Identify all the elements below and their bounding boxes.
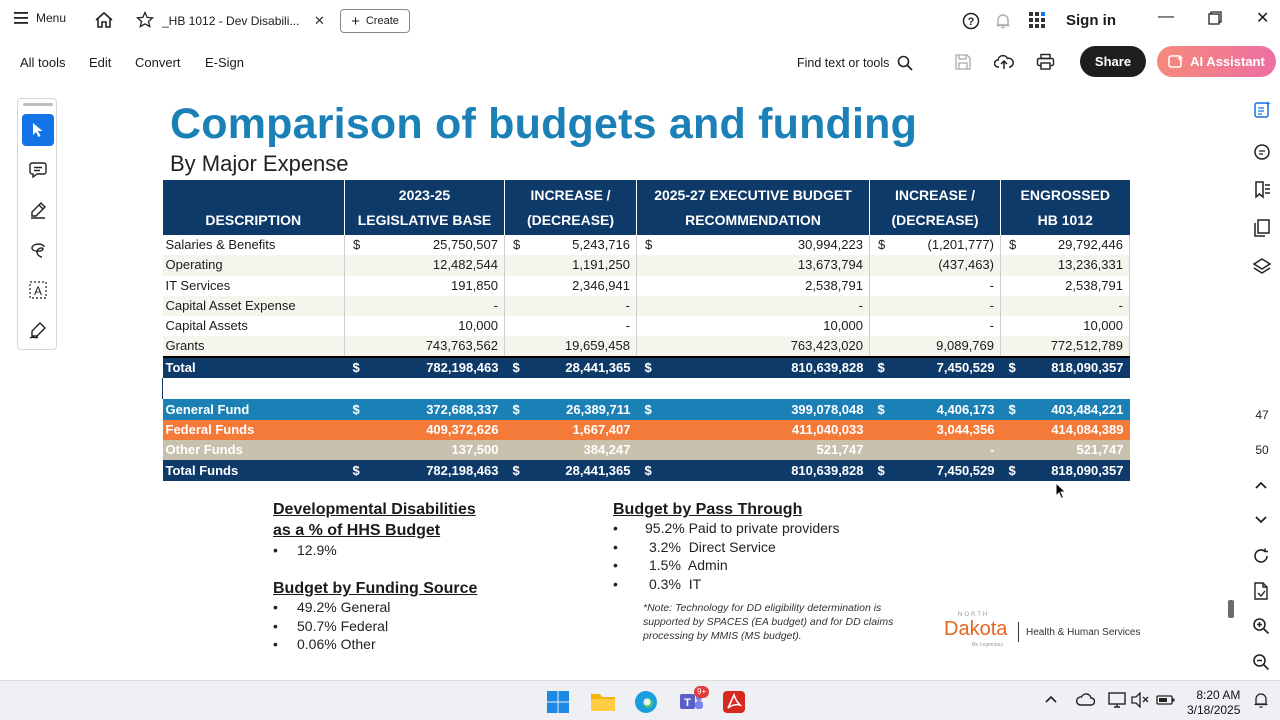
svg-text:?: ? xyxy=(967,16,975,28)
comments-panel-icon[interactable] xyxy=(1252,142,1272,167)
table-cell xyxy=(505,235,637,255)
cell-value: 782,198,463 xyxy=(426,360,499,376)
clock-date: 3/18/2025 xyxy=(1187,703,1241,717)
table-cell xyxy=(1001,276,1130,296)
mouse-cursor-icon xyxy=(1055,482,1067,500)
table-cell xyxy=(505,255,637,275)
ai-sparkle-icon xyxy=(1168,54,1184,70)
cell-value: 521,747 xyxy=(1076,442,1124,458)
sign-pen-icon[interactable] xyxy=(22,314,54,346)
cell-value: 10,000 xyxy=(458,318,498,334)
cell-value: - xyxy=(493,298,498,314)
table-cell xyxy=(345,276,505,296)
ai-assistant-label: AI Assistant xyxy=(1190,54,1265,69)
row-label: Capital Asset Expense xyxy=(163,296,345,316)
cell-value: 28,441,365 xyxy=(565,462,631,478)
notification-icon[interactable] xyxy=(1253,691,1269,714)
logo-divider xyxy=(1018,622,1019,642)
ai-summary-icon[interactable] xyxy=(1252,100,1272,125)
table-cell xyxy=(1001,420,1130,440)
rotate-refresh-icon[interactable] xyxy=(1252,547,1270,570)
table-row xyxy=(163,316,1130,336)
cell-value: 372,688,337 xyxy=(426,401,499,417)
cell-value: 810,639,828 xyxy=(791,462,864,478)
logo-tagline: Be Legendary xyxy=(972,642,1004,648)
total-pages: 50 xyxy=(1255,443,1269,457)
row-label: Total xyxy=(163,357,345,378)
table-cell xyxy=(637,440,870,460)
cell-value: - xyxy=(625,318,630,334)
comment-icon[interactable] xyxy=(22,154,54,186)
svg-text:T: T xyxy=(684,697,691,709)
row-label: Federal Funds xyxy=(163,420,345,440)
cell-value: 13,236,331 xyxy=(1057,257,1123,273)
row-label: Total Funds xyxy=(163,460,345,480)
cell-value: 2,346,941 xyxy=(572,277,630,293)
cell-value: 10,000 xyxy=(823,318,863,334)
currency-symbol: $ xyxy=(512,401,520,417)
row-label: General Fund xyxy=(163,399,345,419)
table-cell xyxy=(505,276,637,296)
currency-symbol: $ xyxy=(1008,401,1016,417)
speaker-muted-icon[interactable] xyxy=(1131,692,1149,713)
chevron-up-icon[interactable] xyxy=(1044,693,1058,712)
table-cell xyxy=(345,296,505,316)
table-cell xyxy=(345,460,505,480)
draw-lasso-icon[interactable] xyxy=(22,234,54,266)
list-item: • 49.2% General xyxy=(273,599,391,615)
spacer-cell xyxy=(163,378,1130,399)
create-button[interactable] xyxy=(340,9,410,33)
restore-icon[interactable] xyxy=(1208,11,1222,28)
row-label: Salaries & Benefits xyxy=(163,235,345,255)
list-item: • 0.3% IT xyxy=(613,576,702,592)
currency-symbol: $ xyxy=(353,237,361,253)
cell-value: 25,750,507 xyxy=(432,237,498,253)
table-cell xyxy=(637,276,870,296)
battery-icon[interactable] xyxy=(1156,692,1176,713)
table-cell xyxy=(870,296,1001,316)
find-label: Find text or tools xyxy=(797,56,890,70)
table-row xyxy=(163,296,1130,316)
table-cell xyxy=(637,420,870,440)
table-cell xyxy=(870,316,1001,336)
cell-value: 28,441,365 xyxy=(565,360,631,376)
zoom-out-icon[interactable] xyxy=(1252,653,1270,676)
currency-symbol: $ xyxy=(644,401,652,417)
technology-note: *Note: Technology for DD eligibility determination is supported by SPACES (EA budget) and for DD claims processing by MMIS (MS budget). xyxy=(643,602,894,642)
currency-symbol: $ xyxy=(877,360,885,376)
other-funds-row xyxy=(163,440,1130,460)
windows-start-icon[interactable] xyxy=(546,690,570,719)
logo-north: NORTH xyxy=(958,612,990,618)
cell-value: 1,191,250 xyxy=(572,257,630,273)
cell-value: 10,000 xyxy=(1083,318,1123,334)
currency-symbol: $ xyxy=(644,462,652,478)
document-tab[interactable]: _HB 1012 - Dev Disabili... xyxy=(162,14,300,28)
currency-symbol: $ xyxy=(352,401,360,417)
cell-value: 782,198,463 xyxy=(426,462,499,478)
currency-symbol: $ xyxy=(878,237,886,253)
table-cell xyxy=(345,420,505,440)
cell-value: - xyxy=(858,298,863,314)
esign-menu[interactable]: E-Sign xyxy=(205,55,245,70)
table-cell xyxy=(505,316,637,336)
logo-hhs: Health & Human Services xyxy=(1026,627,1141,638)
star-icon[interactable] xyxy=(136,11,154,32)
nd-hhs-logo xyxy=(944,612,1144,652)
table-header-row xyxy=(163,180,1130,235)
column-header: 2025-27 EXECUTIVE BUDGET RECOMMENDATION xyxy=(637,180,870,235)
share-button[interactable]: Share xyxy=(1080,46,1146,77)
table-cell xyxy=(505,399,637,419)
list-item: • 1.5% Admin xyxy=(613,557,728,573)
cell-value: - xyxy=(1118,298,1123,314)
cell-value: - xyxy=(625,298,630,314)
table-cell xyxy=(1001,440,1130,460)
table-cell xyxy=(505,460,637,480)
cell-value: 30,994,223 xyxy=(797,237,863,253)
budget-table xyxy=(162,180,1130,481)
column-header: INCREASE / (DECREASE) xyxy=(505,180,637,235)
table-row xyxy=(163,336,1130,357)
cell-value: 1,667,407 xyxy=(572,421,631,437)
table-cell xyxy=(1001,255,1130,275)
cell-value: 13,673,794 xyxy=(797,257,863,273)
edge-browser-icon[interactable] xyxy=(634,690,658,719)
table-cell xyxy=(870,235,1001,255)
cell-value: 810,639,828 xyxy=(791,360,864,376)
table-cell xyxy=(1001,316,1130,336)
help-icon[interactable] xyxy=(962,12,980,33)
svg-text:A: A xyxy=(33,284,43,298)
cell-value: 743,763,562 xyxy=(425,338,498,354)
table-cell xyxy=(870,276,1001,296)
list-item: • 0.06% Other xyxy=(273,636,376,652)
table-cell xyxy=(870,420,1001,440)
text-box-icon[interactable] xyxy=(22,274,54,306)
page-title: Comparison of budgets and funding xyxy=(170,100,918,148)
page-down-icon[interactable] xyxy=(1252,510,1270,533)
cell-value: 403,484,221 xyxy=(1051,401,1124,417)
find-tools-button[interactable] xyxy=(797,55,913,71)
table-cell xyxy=(345,255,505,275)
currency-symbol: $ xyxy=(1008,360,1016,376)
cell-value: 137,500 xyxy=(451,442,499,458)
cell-value: 9,089,769 xyxy=(936,338,994,354)
table-cell xyxy=(1001,296,1130,316)
table-cell xyxy=(505,357,637,378)
logo-dakota: Dakota xyxy=(944,618,1008,640)
vertical-scrollbar-thumb[interactable] xyxy=(1228,600,1234,618)
cell-value: 12,482,544 xyxy=(432,257,498,273)
cell-value: 5,243,716 xyxy=(572,237,630,253)
table-cell xyxy=(870,399,1001,419)
currency-symbol: $ xyxy=(352,360,360,376)
edit-menu[interactable]: Edit xyxy=(89,55,112,70)
page-up-icon[interactable] xyxy=(1252,477,1270,500)
cell-value: 2,538,791 xyxy=(1065,277,1123,293)
table-cell xyxy=(505,336,637,357)
row-label: Operating xyxy=(163,255,345,275)
layers-icon[interactable] xyxy=(1252,257,1272,282)
cell-value: - xyxy=(990,442,995,458)
table-row xyxy=(163,276,1130,296)
minimize-icon[interactable]: — xyxy=(1158,8,1174,25)
pages-icon[interactable] xyxy=(1252,218,1272,243)
cell-value: 7,450,529 xyxy=(936,360,995,376)
hamburger-icon xyxy=(14,12,28,24)
table-cell xyxy=(1001,336,1130,357)
table-cell xyxy=(637,357,870,378)
cell-value: 818,090,357 xyxy=(1051,360,1124,376)
currency-symbol: $ xyxy=(877,401,885,417)
cell-value: 4,406,173 xyxy=(936,401,995,417)
column-header: ENGROSSED HB 1012 xyxy=(1001,180,1130,235)
table-cell xyxy=(1001,235,1130,255)
cell-value: - xyxy=(989,277,994,293)
title-bar xyxy=(0,0,1280,42)
ai-assistant-button[interactable] xyxy=(1157,46,1276,77)
search-icon xyxy=(897,55,913,71)
pass-through-heading: Budget by Pass Through xyxy=(613,501,803,518)
print-icon[interactable] xyxy=(1036,53,1055,76)
table-cell xyxy=(345,357,505,378)
close-tab-icon[interactable]: ✕ xyxy=(314,13,325,28)
table-cell xyxy=(637,399,870,419)
table-cell xyxy=(345,440,505,460)
cell-value: - xyxy=(989,298,994,314)
cell-value: 19,659,458 xyxy=(564,338,630,354)
table-row xyxy=(163,235,1130,255)
cell-value: 26,389,711 xyxy=(566,401,631,417)
select-cursor-icon[interactable] xyxy=(22,114,54,146)
table-body xyxy=(163,235,1130,481)
table-cell xyxy=(637,336,870,357)
menu-button[interactable] xyxy=(14,11,66,25)
cell-value: 409,372,626 xyxy=(426,421,499,437)
currency-symbol: $ xyxy=(513,237,521,253)
cell-value: (1,201,777) xyxy=(927,237,994,253)
teams-badge: 9+ xyxy=(694,686,709,698)
cell-value: 411,040,033 xyxy=(791,421,864,437)
upload-cloud-icon[interactable] xyxy=(994,53,1014,76)
list-item: • 50.7% Federal xyxy=(273,618,389,634)
cell-value: 191,850 xyxy=(451,277,498,293)
cell-value: - xyxy=(989,318,994,334)
table-cell xyxy=(870,336,1001,357)
row-label: Other Funds xyxy=(163,440,345,460)
dd-pct-heading: Developmental Disabilities as a % of HHS Budget xyxy=(273,501,476,539)
table-cell xyxy=(637,255,870,275)
home-icon[interactable] xyxy=(94,11,114,32)
cell-value: 414,084,389 xyxy=(1051,421,1124,437)
cell-value: 818,090,357 xyxy=(1051,462,1124,478)
cell-value: 3,044,356 xyxy=(936,421,995,437)
list-item: • 3.2% Direct Service xyxy=(613,539,776,555)
table-cell xyxy=(345,336,505,357)
save-icon[interactable] xyxy=(954,53,972,76)
create-label: Create xyxy=(365,15,399,27)
cell-value: 2,538,791 xyxy=(805,277,863,293)
currency-symbol: $ xyxy=(644,360,652,376)
page-subtitle: By Major Expense xyxy=(170,151,349,176)
column-header: DESCRIPTION xyxy=(163,180,345,235)
sign-in-link[interactable]: Sign in xyxy=(1066,12,1116,29)
table-cell xyxy=(870,255,1001,275)
row-label: Grants xyxy=(163,336,345,357)
table-cell xyxy=(345,399,505,419)
file-explorer-icon[interactable] xyxy=(590,690,616,719)
list-item: • 12.9% xyxy=(273,542,337,558)
cell-value: 772,512,789 xyxy=(1050,338,1123,354)
plus-icon: + xyxy=(351,12,360,30)
bookmarks-icon[interactable] xyxy=(1252,180,1272,205)
acrobat-icon[interactable] xyxy=(722,690,746,719)
total-funds-row xyxy=(163,460,1130,480)
onedrive-cloud-icon[interactable] xyxy=(1075,693,1095,712)
page-export-icon[interactable] xyxy=(1252,581,1270,606)
currency-symbol: $ xyxy=(512,462,520,478)
currency-symbol: $ xyxy=(645,237,653,253)
federal-funds-row xyxy=(163,420,1130,440)
table-cell xyxy=(505,296,637,316)
table-cell xyxy=(870,440,1001,460)
currency-symbol: $ xyxy=(877,462,885,478)
cell-value: (437,463) xyxy=(938,257,994,273)
window-close-icon[interactable]: ✕ xyxy=(1256,10,1270,27)
row-label: Capital Assets xyxy=(163,316,345,336)
cell-value: 384,247 xyxy=(583,442,631,458)
table-cell xyxy=(637,460,870,480)
zoom-in-icon[interactable] xyxy=(1252,617,1270,640)
column-header: 2023-25 LEGISLATIVE BASE xyxy=(345,180,505,235)
panel-grip[interactable] xyxy=(23,103,53,106)
table-cell xyxy=(505,420,637,440)
cell-value: 29,792,446 xyxy=(1057,237,1123,253)
menu-label: Menu xyxy=(36,11,67,25)
table-cell xyxy=(345,316,505,336)
row-label: IT Services xyxy=(163,276,345,296)
bell-icon[interactable] xyxy=(994,12,1012,33)
funding-source-heading: Budget by Funding Source xyxy=(273,580,478,597)
currency-symbol: $ xyxy=(512,360,520,376)
table-cell xyxy=(505,440,637,460)
table-cell xyxy=(1001,399,1130,419)
cell-value: 7,450,529 xyxy=(936,462,995,478)
table-cell xyxy=(345,235,505,255)
all-tools-menu[interactable]: All tools xyxy=(20,55,66,70)
column-header: INCREASE / (DECREASE) xyxy=(870,180,1001,235)
total-row xyxy=(163,357,1130,378)
table-cell xyxy=(1001,357,1130,378)
table-cell xyxy=(870,460,1001,480)
quick-tools-panel xyxy=(17,98,57,350)
system-clock[interactable] xyxy=(1187,688,1240,718)
table-cell xyxy=(870,357,1001,378)
list-item: • 95.2% Paid to private providers xyxy=(613,520,840,536)
currency-symbol: $ xyxy=(352,462,360,478)
current-page-number[interactable]: 47 xyxy=(1255,408,1269,422)
table-cell xyxy=(637,296,870,316)
cell-value: 399,078,048 xyxy=(791,401,864,417)
table-cell xyxy=(1001,460,1130,480)
convert-menu[interactable]: Convert xyxy=(135,55,181,70)
display-icon[interactable] xyxy=(1108,692,1126,713)
table-row xyxy=(163,255,1130,275)
windows-taskbar xyxy=(0,680,1280,720)
currency-symbol: $ xyxy=(1008,462,1016,478)
table-cell xyxy=(637,316,870,336)
spacer-row xyxy=(163,378,1130,399)
clock-time: 8:20 AM xyxy=(1196,688,1241,702)
apps-grid-icon[interactable] xyxy=(1028,11,1046,32)
general-fund-row xyxy=(163,399,1130,419)
highlight-pen-icon[interactable] xyxy=(22,194,54,226)
cell-value: 763,423,020 xyxy=(790,338,863,354)
currency-symbol: $ xyxy=(1009,237,1017,253)
table-cell xyxy=(637,235,870,255)
cell-value: 521,747 xyxy=(816,442,864,458)
